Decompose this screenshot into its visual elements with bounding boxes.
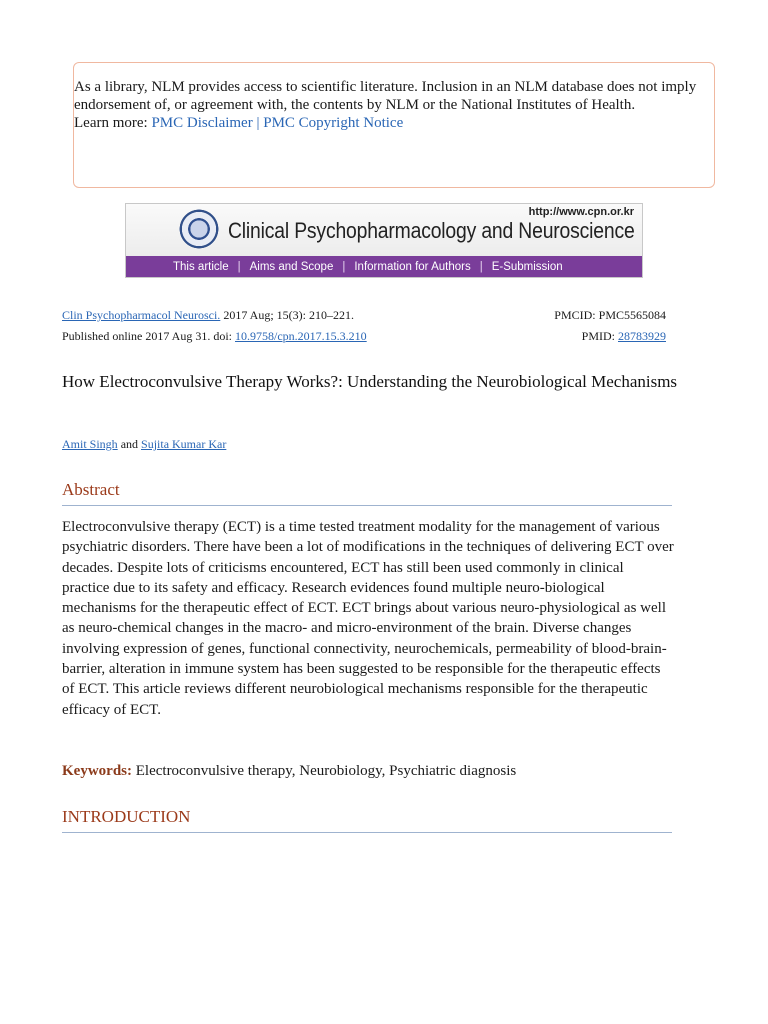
abstract-heading: Abstract [62, 480, 672, 506]
keywords-label: Keywords: [62, 763, 132, 779]
journal-url: http://www.cpn.or.kr [528, 206, 634, 218]
published-line [62, 329, 367, 343]
banner-header [126, 204, 642, 257]
journal-banner[interactable] [125, 203, 643, 278]
pmid-link[interactable]: 28783929 [618, 329, 666, 343]
nav-aims-scope[interactable]: Aims and Scope [249, 260, 334, 273]
nav-separator: | [479, 260, 483, 273]
citation-line [62, 308, 354, 322]
published-date: Published online 2017 Aug 31. doi: [62, 329, 233, 343]
author-link[interactable]: Sujita Kumar Kar [141, 437, 227, 451]
nlm-disclaimer-box [73, 62, 715, 188]
keywords-line [62, 763, 516, 780]
disclaimer-text: As a library, NLM provides access to scientific literature. Inclusion in an NLM database does not imply endorsement of, or agreement with, the contents by NLM or the National Institutes of Health. [74, 79, 697, 113]
nav-separator: | [342, 260, 346, 273]
nav-info-authors[interactable]: Information for Authors [354, 260, 471, 273]
learn-more-line [74, 115, 714, 133]
pmc-copyright-link[interactable]: PMC Copyright Notice [263, 115, 404, 131]
pmid-line [582, 329, 666, 343]
learn-more-label: Learn more: [74, 115, 148, 131]
author-list [62, 437, 226, 452]
nav-e-submission[interactable]: E-Submission [491, 260, 563, 273]
article-title: How Electroconvulsive Therapy Works?: Understanding the Neurobiological Mechanisms [62, 372, 678, 391]
journal-name: Clinical Psychopharmacology and Neuroscience [228, 218, 635, 243]
citation-details: 2017 Aug; 15(3): 210–221. [223, 308, 354, 322]
author-and: and [120, 437, 139, 451]
journal-citation-link[interactable]: Clin Psychopharmacol Neurosci. [62, 308, 221, 322]
pmid-label: PMID: [581, 329, 615, 343]
abstract-text: Electroconvulsive therapy (ECT) is a time tested treatment modality for the management of various psychiatric disorders. There have been a lot of modifications in the techniques of delivering ECT over decades. Despite lots of criticisms encountered, ECT has still been used commonly in clinical practice due to its safety and efficacy. Research evidences found multiple neuro-biological mechanisms for the therapeutic effect of ECT. ECT brings about various neuro-physiological as well as neuro-chemical changes in the macro- and micro-environment of the brain. Diverse changes involving expression of genes, functional connectivity, neurochemicals, permeability of blood-brain-barrier, alteration in immune system has been suggested to be responsible for the therapeutic effects of ECT. This article reviews different neurobiological mechanisms responsible for the therapeutic efficacy of ECT. [62, 519, 674, 718]
author-link[interactable]: Amit Singh [62, 437, 118, 451]
nav-this-article[interactable]: This article [173, 260, 229, 273]
journal-seal-icon [179, 209, 219, 249]
link-separator: | [256, 115, 260, 131]
pmc-disclaimer-link[interactable]: PMC Disclaimer [151, 115, 253, 131]
pmcid: PMCID: PMC5565084 [554, 308, 666, 322]
introduction-heading: INTRODUCTION [62, 807, 672, 833]
banner-nav [126, 256, 642, 277]
keywords-text: Electroconvulsive therapy, Neurobiology, Psychiatric diagnosis [135, 763, 517, 779]
nav-separator: | [237, 260, 241, 273]
doi-link[interactable]: 10.9758/cpn.2017.15.3.210 [235, 329, 367, 343]
